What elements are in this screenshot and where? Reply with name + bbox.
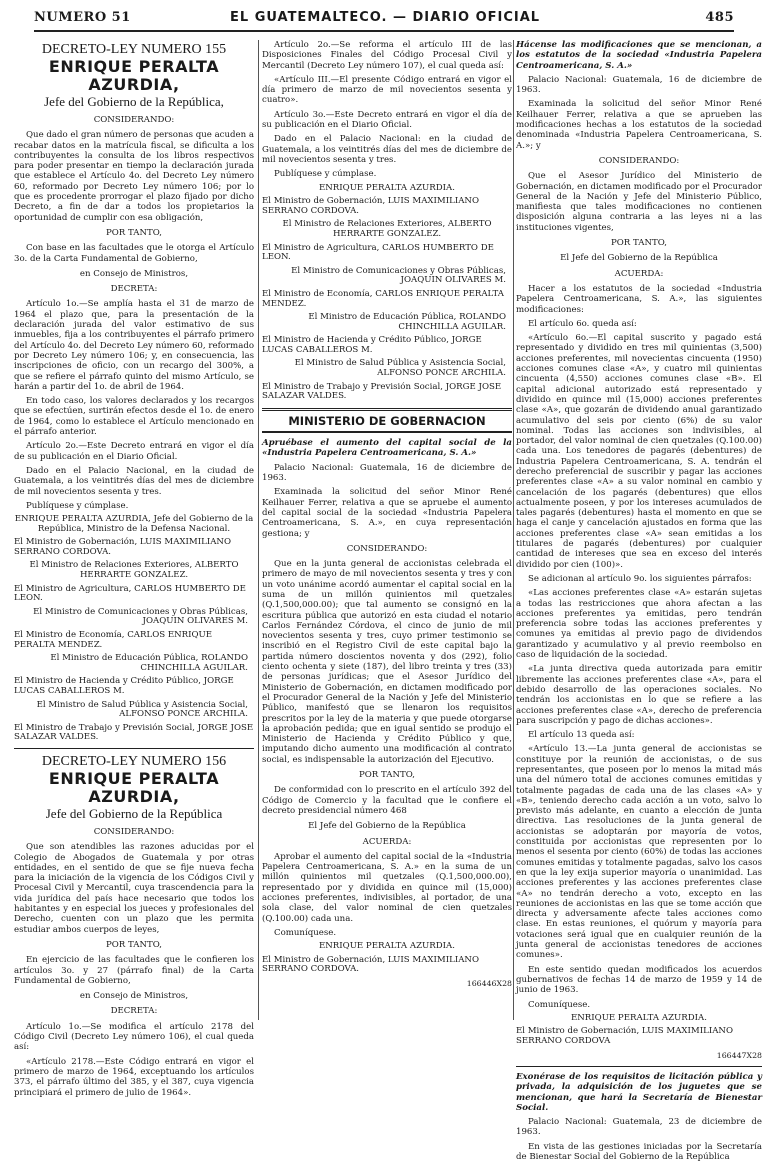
signature-block: El Ministro de Trabajo y Previsión Social, JORGE JOSE SALAZAR VALDES.: [262, 381, 502, 402]
signature-block: ENRIQUE PERALTA AZURDIA.: [570, 1012, 707, 1023]
section-divider: [14, 748, 254, 749]
resolution-heading: Exonérase de los requisitos de licitación pública y privada, la adquisición de los juguetes que se mencionan, que hará la Secretaría de Bienestar Social.: [516, 1071, 762, 1113]
considerando-heading: CONSIDERANDO:: [93, 115, 175, 125]
paragraph: En este sentido quedan modificados los acuerdos gubernativos de fechas 14 de marzo de 1959 y 14 de junio de 1963.: [516, 964, 762, 996]
signature-block: ENRIQUE PERALTA AZURDIA.: [318, 941, 455, 952]
paragraph: Artículo 3o.—Este Decreto entrará en vigor el día de su publicación en el Diario Oficial.: [262, 109, 512, 131]
paragraph: Que el Asesor Jurídico del Ministerio de Gobernación, en dictamen modificado por el Procurador General de la Nación y Jefe del Ministerio Público, manifiesta que tales modificaciones no contienen disposición alguna contraria a las leyes ni a las instituciones vigentes,: [516, 171, 762, 233]
acuerda-heading: ACUERDA:: [362, 836, 412, 847]
por-tanto-heading: POR TANTO,: [105, 939, 163, 950]
resolution-date: Palacio Nacional: Guatemala, 23 de diciembre de 1963.: [516, 1117, 762, 1138]
page-number: 485: [705, 10, 734, 25]
consejo-line: en Consejo de Ministros,: [79, 268, 189, 279]
publiquese-line: Publíquese y cúmplase.: [274, 169, 377, 180]
comuniquese-line: Comuníquese.: [528, 999, 591, 1010]
decree-155-issuer-title: Jefe del Gobierno de la República,: [44, 94, 224, 109]
por-tanto-heading: POR TANTO,: [610, 238, 668, 249]
reference-code: 166446X28: [466, 978, 512, 988]
signature-block: El Ministro de Educación Pública, ROLANDO CHINCHILLA AGUILAR.: [50, 653, 248, 673]
paragraph: «La junta directiva queda autorizada para emitir libremente las acciones preferentes clase «A», para el debido desarrollo de las operaciones sociales. No tendrán los accionistas en lo que se refiere a las acciones preferentes clase «A», derecho de preferencia para suscripción y pago de dichas acciones».: [516, 664, 762, 726]
paragraph: Se adicionan al artículo 9o. los siguientes párrafos:: [528, 573, 752, 584]
paragraph: Que son atendibles las razones aducidas por el Colegio de Abogados de Guatemala y por otras entidades, en el sentido de que se fije nueva fecha para la iniciación de la vigencia de los Códigos Civil y Procesal Civil y Mercantil, cuya trascendencia para la vida jurídica del país hace necesario que todos los habitantes y en especial los jueces y profesionales del Derecho, cuenten con un plazo que les permita estudiar ambos cuerpos de leyes,: [14, 842, 254, 935]
signature-block: El Ministro de Gobernación, LUIS MAXIMILIANO SERRANO CORDOVA.: [262, 196, 479, 216]
signature-block: El Ministro de Educación Pública, ROLANDO CHINCHILLA AGUILAR.: [308, 312, 506, 332]
considerando-heading: CONSIDERANDO:: [346, 543, 428, 554]
section-heading: MINISTERIO DE GOBERNACION: [262, 408, 512, 433]
reference-code: 166447X28: [716, 1050, 762, 1060]
paragraph: En vista de las gestiones iniciadas por la Secretaría de Bienestar Social del Gobierno de la República: [516, 1141, 762, 1162]
paragraph: En todo caso, los valores declarados y los recargos que se efectúen, surtirán efectos desde el 1o. de enero de 1964, como lo establece el Artículo mencionado en el párrafo anterior.: [14, 396, 254, 438]
signature-block: El Ministro de Relaciones Exteriores, ALBERTO HERRARTE GONZALEZ.: [282, 219, 492, 239]
signature-block: El Ministro de Hacienda y Crédito Público, JORGE LUCAS CABALLEROS M.: [262, 335, 482, 355]
section-divider: [516, 1066, 762, 1067]
paragraph: «Artículo III.—El presente Código entrará en vigor el día primero de marzo de mil novecientos sesenta y cuatro».: [262, 74, 512, 106]
decree-155-issuer: ENRIQUE PERALTA AZURDIA,: [48, 57, 220, 94]
signature-block: El Ministro de Relaciones Exteriores, ALBERTO HERRARTE GONZALEZ.: [29, 560, 239, 581]
decreta-heading: DECRETA:: [110, 1006, 158, 1017]
por-tanto-heading: POR TANTO,: [105, 227, 163, 238]
column-1: [14, 40, 254, 1102]
column-divider: [258, 40, 259, 1020]
issue-number: NUMERO 51: [34, 10, 131, 25]
page-header: [34, 10, 734, 28]
por-tanto-heading: POR TANTO,: [358, 770, 416, 781]
paragraph: Examinada la solicitud del señor Minor René Keilhauer Ferrer, relativa a que se apruebe el aumento del capital social de la sociedad «Industria Papelera Centroamericana, S. A.», en cuya representación gestiona; y: [262, 487, 512, 539]
paragraph: En ejercicio de las facultades que le confieren los artículos 3o. y 27 (párrafo final) de la Carta Fundamental de Gobierno,: [14, 955, 254, 986]
jefe-line: El Jefe del Gobierno de la República: [560, 253, 718, 264]
signature-block: El Ministro de Comunicaciones y Obras Públicas, JOAQUIN OLIVARES M.: [291, 265, 506, 286]
paragraph: Examinada la solicitud del señor Minor René Keilhauer Ferrer, relativa a que se aprueben las modificaciones hechas a los estatutos de la sociedad denominada «Industria Papelera Centroamericana, S. A.»; y: [516, 99, 762, 151]
column-3: [516, 40, 762, 1166]
paragraph: Dado en el Palacio Nacional, en la ciudad de Guatemala, a los veintitrés días del mes de diciembre de mil novecientos sesenta y tres.: [14, 465, 254, 497]
signature-block: El Ministro de Hacienda y Crédito Público, JORGE LUCAS CABALLEROS M.: [14, 676, 234, 696]
jefe-line: El Jefe del Gobierno de la República: [308, 821, 466, 832]
decree-156-issuer: ENRIQUE PERALTA AZURDIA,: [48, 768, 220, 806]
signature-block: ENRIQUE PERALTA AZURDIA, Jefe del Gobierno de la República, Ministro de la Defensa Nacional.: [14, 514, 254, 534]
column-2: [262, 40, 512, 993]
newspaper-title: EL GUATEMALTECO. — DIARIO OFICIAL: [230, 10, 541, 25]
paragraph: El artículo 6o. queda así:: [528, 318, 637, 329]
paragraph: De conformidad con lo prescrito en el artículo 392 del Código de Comercio y la facultad que le confiere el decreto presidencial número 468: [262, 785, 512, 816]
considerando-heading: CONSIDERANDO:: [598, 155, 680, 166]
decreta-heading: DECRETA:: [110, 284, 158, 295]
paragraph: Artículo 1o.—Se modifica el artículo 2178 del Código Civil (Decreto Ley número 106), el cual queda así:: [14, 1021, 254, 1053]
paragraph: Con base en las facultades que le otorga el Artículo 3o. de la Carta Fundamental de Gobierno,: [14, 243, 254, 264]
paragraph: Aprobar el aumento del capital social de la «Industria Papelera Centroamericana, S. A.» en la suma de un millón quinientos mil quetzales (Q.1,500,000.00), representado por y dividida en quince mil (15,000) acciones preferentes, indivisibles, al portador, de una sola clase, del valor nominal de cien quetzales (Q.100.00) cada una.: [262, 851, 512, 924]
paragraph: «Artículo 13.—La junta general de accionistas se constituye por la reunión de accionistas, o de sus representantes, que poseen por lo menos la mitad más una del número total de acciones comunes emitidas y totalmente pagadas de cada una de las clases «A» y «B», teniendo derecho cada acción a un voto, salvo lo previsto más adelante, en cuanto a elección de junta directiva. Las resoluciones de la junta general de accionistas se adoptarán por mayoría de votos, constituida por accionistas que representen por lo menos el sesenta por ciento (60%) de todas las acciones comunes emitidas y totalmente pagadas, salvo los casos en que la ley exija superior mayoría o unanimidad. Las acciones preferentes y las acciones preferentes clase «A» no tendrán derecho a voto, excepto en las reuniones de accionistas en las que se tome acción que directa y adversamente afecte tales acciones como clase. En estas reuniones, el quórum y mayoría para votaciones será igual que en cualquier reunión de la junta general de accionistas tenedores de acciones comunes».: [516, 744, 762, 961]
comuniquese-line: Comuníquese.: [274, 927, 337, 938]
publiquese-line: Publíquese y cúmplase.: [26, 500, 129, 511]
resolution-heading: Hácense las modificaciones que se mencionan, a los estatutos de la sociedad «Industria Papelera Centroamericana, S. A.»: [516, 40, 762, 71]
paragraph: Hacer a los estatutos de la sociedad «Industria Papelera Centroamericana, S. A.», las siguientes modificaciones:: [516, 283, 762, 315]
signature-block: El Ministro de Salud Pública y Asistencia Social, ALFONSO PONCE ARCHILA.: [36, 699, 248, 720]
resolution-heading: Apruébase el aumento del capital social de la «Industria Papelera Centroamericana, S. A.»: [262, 438, 512, 459]
paragraph: Que dado el gran número de personas que acuden a recabar datos en la matrícula fiscal, se dificulta a los contribuyentes la consulta de los libros respectivos para poder presentar en tiempo la declaración jurada que establece el Artículo 4o. del Decreto Ley número 60, reformado por Decreto Ley número 106; por lo que es procedente prorrogar el plazo fijado por dicho Decreto, a fin de dar a todos los propietarios la oportunidad de cumplir con esa obligación,: [14, 130, 255, 223]
header-rule: [34, 30, 734, 32]
paragraph: Dado en el Palacio Nacional: en la ciudad de Guatemala, a los veintitrés días del mes de diciembre de mil novecientos sesenta y tres.: [262, 134, 512, 165]
paragraph: Artículo 1o.—Se amplía hasta el 31 de marzo de 1964 el plazo que, para la presentación de la declaración jurada del valor estimativo de sus inmuebles, fija a los contribuyentes el párrafo primero del Artículo 4o. del Decreto Ley número 60, reformado por Decreto Ley número 106; y, en consecuencia, las inscripciones de oficio, con un recargo del 300%, a que se refiere el párrafo quinto del mismo Artículo, se harán a partir del 1o. de abril de 1964.: [14, 299, 254, 392]
considerando-heading: CONSIDERANDO:: [93, 826, 175, 837]
consejo-line: en Consejo de Ministros,: [79, 991, 189, 1002]
signature-block: El Ministro de Economía, CARLOS ENRIQUE PERALTA MENDEZ.: [262, 288, 505, 309]
paragraph: El artículo 13 queda así:: [528, 730, 635, 741]
paragraph: Artículo 2o.—Este Decreto entrará en vigor el día de su publicación en el Diario Oficial.: [14, 441, 254, 462]
decree-156-issuer-title: Jefe del Gobierno de la República: [45, 805, 223, 821]
signature-block: El Ministro de Trabajo y Previsión Social, JORGE JOSE SALAZAR VALDES.: [14, 722, 254, 743]
resolution-date: Palacio Nacional: Guatemala, 16 de diciembre de 1963.: [262, 462, 512, 484]
decree-155-title: DECRETO-LEY NUMERO 155: [41, 42, 227, 57]
paragraph: Que en la junta general de accionistas celebrada el primero de mayo de mil novecientos sesenta y tres y con un voto unánime acordó aumentar el capital social en la suma de un millón quinientos mil quetzales (Q.1,500,000.00); que tal aumento se consignó en la escritura pública que autorizó en esta ciudad el notario Carlos Fernández Córdova, el cinco de junio de mil novecientos sesenta y tres, cuyo primer testimonio se inscribió en el Registro Civil de este capital bajo la partida número doscientos noventa y dos (292), folio ciento ochenta y siete (187), del libro treinta y tres (33) de personas jurídicas; que el Asesor Jurídico del Ministerio de Gobernación, en dictamen modificado por el Procurador General de la Nación y Jefe del Ministerio Público, manifestó que se llenaron los requisitos prescritos por la ley de la materia y que puede otorgarse la aprobación pedida; que en igual sentido se produjo el Ministerio de Hacienda y Crédito Público y que, imputando dicho aumento una modificación al contrato social, es indispensable la autorización del Ejecutivo.: [262, 559, 512, 765]
paragraph: «Artículo 2178.—Este Código entrará en vigor el primero de marzo de 1964, exceptuando los artículos 373, el párrafo último del 385, y el 387, cuya vigencia principiará el primero de julio de 1964».: [14, 1056, 254, 1098]
acuerda-heading: ACUERDA:: [614, 268, 664, 279]
paragraph: «Las acciones preferentes clase «A» estarán sujetas a todas las restricciones que ahora afectan a las acciones preferentes ya emitidas, pero tendrán preferencia sobre todas las acciones preferentes y comunes ya emitidas al previo pago de dividendos garantizado y acumulativo y al previo reembolso en caso de liquidación de la sociedad.: [516, 588, 762, 661]
resolution-date: Palacio Nacional: Guatemala, 16 de diciembre de 1963.: [516, 74, 762, 96]
signature-block: El Ministro de Economía, CARLOS ENRIQUE PERALTA MENDEZ.: [14, 630, 213, 650]
signature-block: El Ministro de Salud Pública y Asistencia Social, ALFONSO PONCE ARCHILA.: [294, 358, 506, 379]
signature-block: El Ministro de Gobernación, LUIS MAXIMILIANO SERRANO CORDOVA.: [14, 537, 231, 557]
signature-block: El Ministro de Gobernación, LUIS MAXIMILIANO SERRANO CORDOVA: [516, 1026, 733, 1047]
signature-block: ENRIQUE PERALTA AZURDIA.: [318, 182, 455, 193]
paragraph: «Artículo 6o.—El capital suscrito y pagado está representado y dividido en tres mil quinientas (3,500) acciones preferentes, mil novecientas cincuenta (1950) acciones comunes clase «A», y cuatro mil quinientas cincuenta (4,550) acciones comunes clase «B». El capital adicional autorizado está representado y dividido en quince mil (15,000) acciones preferentes clase «A», que gozarán de dividendo anual garantizado acumulativo del seis por ciento (6%) de su valor nominal. Todas las acciones son indivisibles, al portador, del valor nominal de cien quetzales (Q.100.00) cada una. Los tenedores de pagarés (debentures) de Industria Papelera Centroamericana, S. A. tendrán el derecho preferencial de suscribir y pagar las acciones preferentes clase «A» a su valor nominal en cambio y cancelación de los pagarés (debentures) que ellos actualmente poseen, y por los intereses acumulados de tales pagarés (debentures) hasta el momento en que se haga el canje y cancelación ajustados en forma que las acciones preferentes clase «A» sean emitidas a los titulares de pagarés (debentures) por cualquier cantidad de intereses que sea en exceso del interés dividido por cien (100)».: [516, 333, 762, 570]
signature-block: El Ministro de Agricultura, CARLOS HUMBERTO DE LEON.: [14, 583, 246, 604]
decree-156-title: DECRETO-LEY NUMERO 156: [41, 753, 227, 769]
paragraph: Artículo 2o.—Se reforma el artículo III de las Disposiciones Finales del Código Procesal Civil y Mercantil (Decreto Ley número 107), el cual queda así:: [262, 40, 512, 71]
signature-block: El Ministro de Comunicaciones y Obras Públicas, JOAQUIN OLIVARES M.: [33, 606, 248, 627]
column-divider: [513, 40, 514, 1020]
signature-block: El Ministro de Agricultura, CARLOS HUMBERTO DE LEON.: [262, 242, 494, 263]
signature-block: El Ministro de Gobernación, LUIS MAXIMILIANO SERRANO CORDOVA.: [262, 954, 479, 975]
